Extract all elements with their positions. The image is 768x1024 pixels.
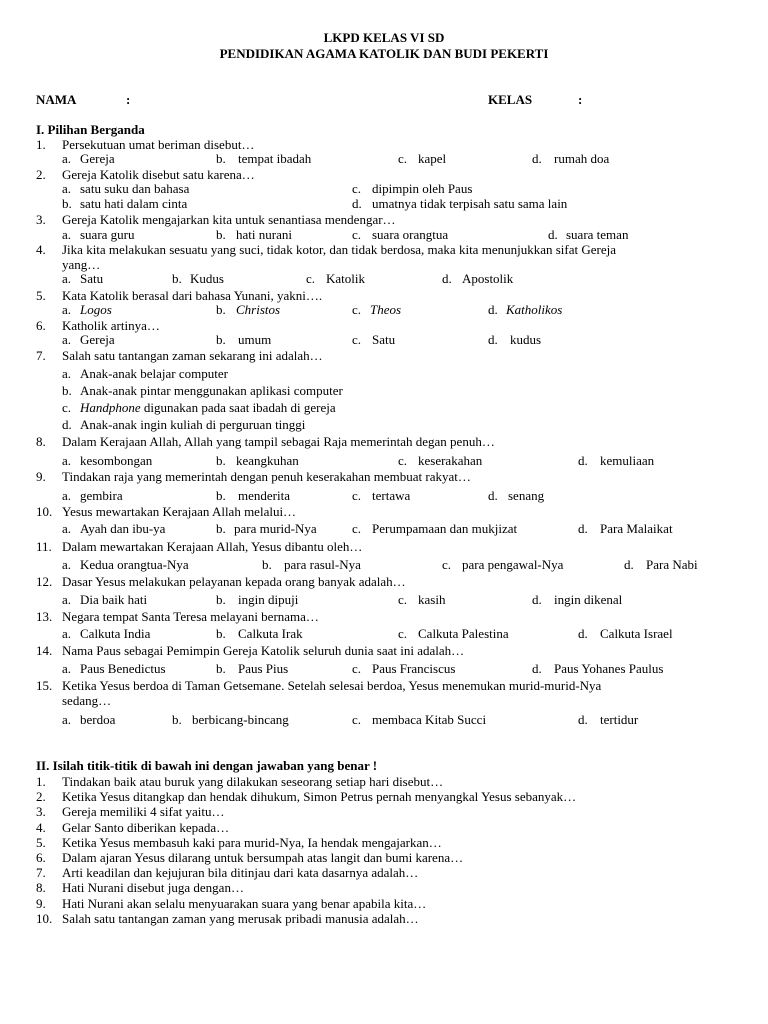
option-letter: d. [578, 453, 588, 468]
fill-question-text: Gelar Santo diberikan kepada… [62, 819, 230, 835]
option-letter: d. [352, 196, 362, 211]
option-letter: b. [172, 271, 182, 286]
option-text: Ayah dan ibu-ya [80, 521, 166, 536]
nama-label: NAMA [36, 92, 77, 107]
option-letter: b. [216, 453, 226, 468]
fill-question-number: 3. [36, 804, 46, 820]
option-text: umatnya tidak terpisah satu sama lain [372, 196, 568, 211]
option-text: suara teman [566, 227, 629, 242]
option-text: berbicang-bincang [192, 712, 289, 727]
option-letter: b. [216, 151, 226, 166]
option-text: Paus Benedictus [80, 661, 166, 676]
option-letter: b. [262, 557, 272, 572]
question-number: 14. [36, 643, 53, 658]
option-text: dipimpin oleh Paus [372, 181, 473, 196]
fill-question-text: Gereja memiliki 4 sifat yaitu… [62, 804, 225, 820]
question-text: Jika kita melakukan sesuatu yang suci, tidak kotor, dan tidak berdosa, maka kita menunjukkan sifat Gereja [62, 242, 616, 257]
question-number: 15. [36, 678, 53, 693]
option-text: tertidur [600, 712, 639, 727]
option-letter: c. [352, 521, 362, 536]
question-text: Dalam mewartakan Kerajaan Allah, Yesus dibantu oleh… [62, 539, 363, 554]
option-letter: a. [62, 557, 72, 572]
question-text: Dalam Kerajaan Allah, Allah yang tampil sebagai Raja memerintah degan penuh… [62, 434, 495, 449]
option-text: para pengawal-Nya [462, 557, 564, 572]
question-text: Persekutuan umat beriman disebut… [62, 137, 255, 152]
option-letter: a. [62, 712, 72, 727]
option-letter: b. [216, 521, 226, 536]
option-text: ingin dikenal [554, 592, 623, 607]
fill-question-text: Salah satu tantangan zaman yang merusak pribadi manusia adalah… [62, 910, 419, 926]
option-text: Satu [372, 332, 396, 347]
question-number: 2. [36, 167, 46, 182]
option-text: rumah doa [554, 151, 610, 166]
question-text: Gereja Katolik mengajarkan kita untuk senantiasa mendengar… [62, 212, 396, 227]
kelas-label: KELAS [488, 92, 533, 107]
option-letter: a. [62, 151, 72, 166]
option-text: para rasul-Nya [284, 557, 361, 572]
option-letter: a. [62, 227, 72, 242]
question-number: 5. [36, 288, 46, 303]
option-text: Kedua orangtua-Nya [80, 557, 189, 572]
option-text: menderita [238, 488, 290, 503]
option-text: Anak-anak belajar computer [80, 366, 228, 381]
option-text: tertawa [372, 488, 411, 503]
option-letter: d. [532, 592, 542, 607]
option-letter: a. [62, 453, 72, 468]
option-letter: d. [62, 417, 72, 432]
fill-question-number: 1. [36, 774, 46, 789]
worksheet-title: LKPD KELAS VI SD [323, 30, 445, 45]
question-number: 6. [36, 318, 46, 333]
option-text: tempat ibadah [238, 151, 312, 166]
option-text: satu suku dan bahasa [80, 181, 190, 196]
option-letter: d. [624, 557, 634, 572]
option-letter: d. [578, 626, 588, 641]
question-text: Salah satu tantangan zaman sekarang ini adalah… [62, 348, 323, 363]
option-text: kemuliaan [600, 453, 655, 468]
nama-colon: : [126, 92, 131, 107]
option-text: Gereja [80, 332, 115, 347]
option-text: Satu [80, 271, 104, 286]
option-text: membaca Kitab Succi [372, 712, 487, 727]
option-text: kesombongan [80, 453, 153, 468]
option-text: Para Nabi [646, 557, 698, 572]
option-text: Dia baik hati [80, 592, 148, 607]
question-text: Kata Katolik berasal dari bahasa Yunani, yakni…. [62, 288, 323, 303]
option-text: senang [508, 488, 545, 503]
option-text: umum [238, 332, 272, 347]
option-letter: b. [62, 383, 72, 398]
question-number: 1. [36, 137, 46, 152]
option-letter: b. [216, 661, 226, 676]
fill-question-number: 8. [36, 880, 46, 896]
option-letter: a. [62, 302, 72, 317]
option-letter: d. [488, 488, 498, 503]
option-letter: c. [352, 712, 362, 727]
option-letter: a. [62, 271, 72, 286]
question-number: 8. [36, 434, 46, 449]
option-letter: c. [352, 181, 362, 196]
fill-question-number: 9. [36, 895, 46, 911]
option-text: kapel [418, 151, 447, 166]
option-text: Gereja [80, 151, 115, 166]
option-text: hati nurani [236, 227, 292, 242]
option-letter: b. [216, 302, 226, 317]
worksheet-subtitle: PENDIDIKAN AGAMA KATOLIK DAN BUDI PEKERTI [219, 46, 549, 61]
fill-question-text: Ketika Yesus ditangkap dan hendak dihukum, Simon Petrus pernah menyangkal Yesus sebanyak… [62, 789, 577, 805]
option-letter: c. [352, 227, 362, 242]
question-number: 11. [36, 539, 52, 554]
fill-question-number: 10. [36, 910, 53, 926]
option-letter: d. [578, 521, 588, 536]
option-letter: c. [398, 592, 408, 607]
option-letter: b. [216, 227, 226, 242]
option-letter: c. [352, 302, 362, 317]
option-letter: c. [352, 661, 362, 676]
option-letter: a. [62, 592, 72, 607]
question-text: Dasar Yesus melakukan pelayanan kepada orang banyak adalah… [62, 574, 406, 589]
option-text: Kudus [190, 271, 224, 286]
option-letter: a. [62, 521, 72, 536]
option-letter: c. [398, 453, 408, 468]
fill-question-text: Ketika Yesus membasuh kaki para murid-Nya, Ia hendak mengajarkan… [62, 834, 442, 850]
option-text: keserakahan [418, 453, 483, 468]
option-letter: d. [548, 227, 558, 242]
question-number: 12. [36, 574, 53, 589]
option-letter: b. [216, 332, 226, 347]
question-number: 3. [36, 212, 46, 227]
fill-question-number: 4. [36, 819, 46, 835]
question-text: sedang… [62, 693, 112, 708]
option-text: ingin dipuji [238, 592, 299, 607]
option-text: Calkuta Israel [600, 626, 673, 641]
option-text: kudus [510, 332, 542, 347]
option-text: Perumpamaan dan mukjizat [372, 521, 518, 536]
option-letter: d. [532, 151, 542, 166]
option-text: Calkuta Palestina [418, 626, 509, 641]
question-number: 13. [36, 609, 53, 624]
option-text: Para Malaikat [600, 521, 673, 536]
option-letter: a. [62, 626, 72, 641]
option-text: Anak-anak ingin kuliah di perguruan tinggi [80, 417, 306, 432]
fill-question-text: Dalam ajaran Yesus dilarang untuk bersumpah atas langit dan bumi karena… [62, 850, 464, 865]
option-text: Theos [370, 302, 402, 317]
option-text: suara orangtua [372, 227, 449, 242]
option-letter: a. [62, 181, 72, 196]
question-number: 7. [36, 348, 46, 363]
option-text: Paus Franciscus [372, 661, 456, 676]
fill-question-text: Tindakan baik atau buruk yang dilakukan seseorang setiap hari disebut… [62, 774, 444, 789]
option-text: Apostolik [462, 271, 514, 286]
kelas-colon: : [578, 92, 583, 107]
option-text: berdoa [80, 712, 116, 727]
section1-title: I. Pilihan Berganda [36, 122, 145, 137]
fill-question-number: 2. [36, 789, 46, 805]
option-letter: c. [398, 151, 408, 166]
option-letter: c. [352, 332, 362, 347]
option-text: gembira [80, 488, 123, 503]
question-text: yang… [62, 257, 101, 272]
option-letter: c. [306, 271, 316, 286]
fill-question-number: 5. [36, 834, 46, 850]
option-letter: c. [62, 400, 72, 415]
question-number: 9. [36, 469, 46, 484]
option-letter: a. [62, 661, 72, 676]
option-text: Anak-anak pintar menggunakan aplikasi computer [80, 383, 343, 398]
option-letter: a. [62, 332, 72, 347]
option-text: suara guru [80, 227, 135, 242]
question-number: 4. [36, 242, 46, 257]
option-letter: d. [532, 661, 542, 676]
question-text: Katholik artinya… [62, 318, 160, 333]
question-text: Ketika Yesus berdoa di Taman Getsemane. Setelah selesai berdoa, Yesus menemukan murid-murid-Nya [62, 678, 602, 693]
option-letter: d. [442, 271, 452, 286]
option-letter: c. [398, 626, 408, 641]
option-letter: d. [488, 302, 498, 317]
option-letter: b. [62, 196, 72, 211]
option-text: satu hati dalam cinta [80, 196, 188, 211]
option-text: Logos [80, 302, 112, 317]
option-letter: c. [442, 557, 452, 572]
option-letter: a. [62, 488, 72, 503]
option-letter: d. [578, 712, 588, 727]
fill-question-text: Hati Nurani disebut juga dengan… [62, 880, 244, 896]
option-text: Calkuta India [80, 626, 151, 641]
question-text: Gereja Katolik disebut satu karena… [62, 167, 255, 182]
question-number: 10. [36, 504, 53, 519]
option-text: Paus Yohanes Paulus [554, 661, 664, 676]
question-text: Negara tempat Santa Teresa melayani bernama… [62, 609, 319, 624]
option-letter: c. [352, 488, 362, 503]
question-text: Tindakan raja yang memerintah dengan penuh keserakahan membuat rakyat… [62, 469, 471, 484]
option-text: kasih [418, 592, 446, 607]
option-letter: b. [216, 592, 226, 607]
option-text: para murid-Nya [234, 521, 317, 536]
option-letter: b. [172, 712, 182, 727]
option-text: Christos [236, 302, 281, 317]
option-text: Katholikos [506, 302, 563, 317]
option-letter: d. [488, 332, 498, 347]
section2-title: II. Isilah titik-titik di bawah ini dengan jawaban yang benar ! [36, 758, 378, 773]
option-letter: a. [62, 366, 72, 381]
option-letter: b. [216, 488, 226, 503]
option-text: Katolik [326, 271, 365, 286]
fill-question-text: Arti keadilan dan kejujuran bila ditinjau dari kata dasarnya adalah… [62, 865, 419, 881]
option-text: Handphone digunakan pada saat ibadah di gereja [80, 400, 336, 415]
option-text: keangkuhan [236, 453, 299, 468]
option-letter: b. [216, 626, 226, 641]
question-text: Yesus mewartakan Kerajaan Allah melalui… [62, 504, 297, 519]
option-text: Paus Pius [238, 661, 289, 676]
fill-question-number: 6. [36, 850, 46, 865]
option-text: Calkuta Irak [238, 626, 303, 641]
question-text: Nama Paus sebagai Pemimpin Gereja Katolik seluruh dunia saat ini adalah… [62, 643, 465, 658]
fill-question-number: 7. [36, 865, 46, 881]
fill-question-text: Hati Nurani akan selalu menyuarakan suara yang benar apabila kita… [62, 895, 427, 911]
